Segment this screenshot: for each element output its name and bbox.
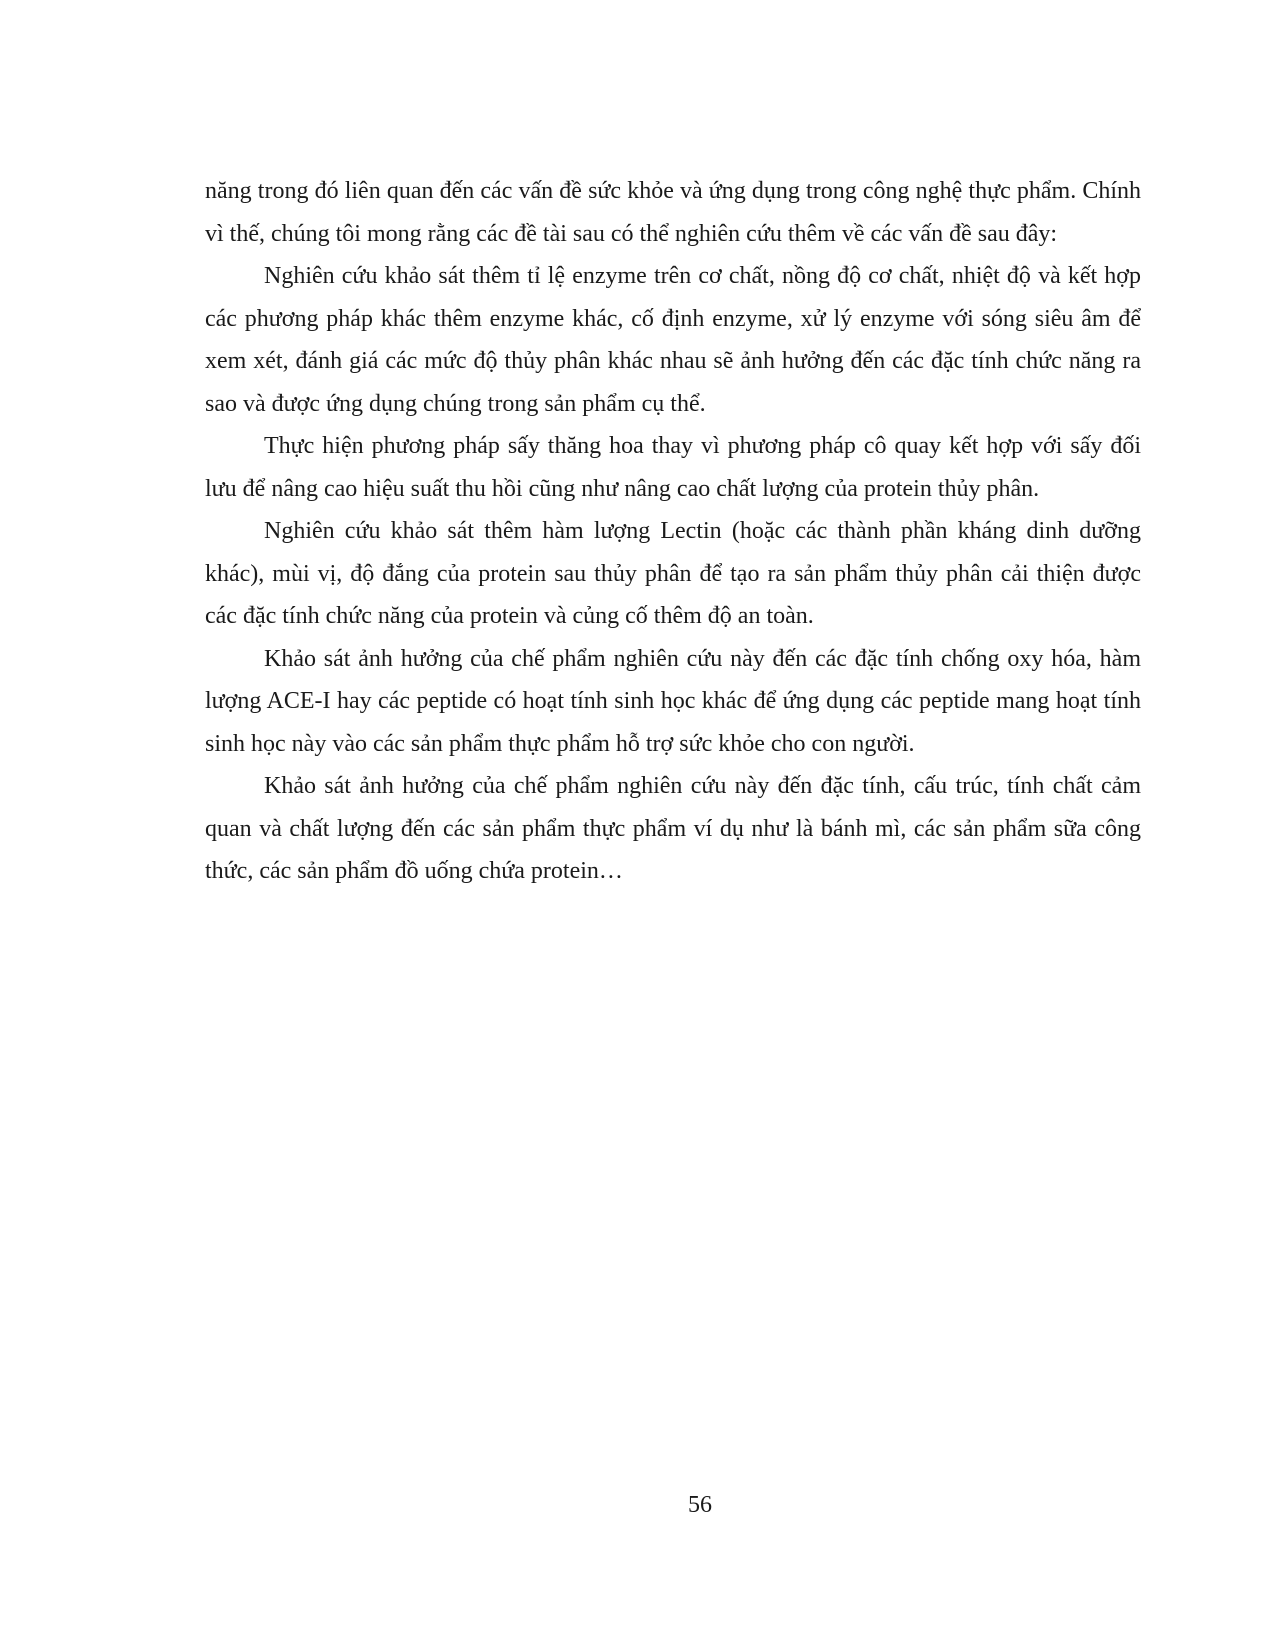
paragraph-antioxidant-study: Khảo sát ảnh hưởng của chế phẩm nghiên cứu này đến các đặc tính chống oxy hóa, hàm lượng ACE-I hay các peptide có hoạt tính sinh học khác để ứng dụng các peptide mang hoạt tính sinh học này vào các sản phẩm thực phẩm hỗ trợ sức khỏe cho con người. xyxy=(205,645,1141,757)
page-number: 56 xyxy=(688,1492,712,1518)
paragraph-food-application: Khảo sát ảnh hưởng của chế phẩm nghiên cứu này đến đặc tính, cấu trúc, tính chất cảm quan và chất lượng đến các sản phẩm thực phẩm ví dụ như là bánh mì, các sản phẩm sữa công thức, các sản phẩm đồ uống chứa protein… xyxy=(205,773,1141,884)
paragraph-enzyme-study: Nghiên cứu khảo sát thêm tỉ lệ enzyme trên cơ chất, nồng độ cơ chất, nhiệt độ và kết hợp các phương pháp khác thêm enzyme khác, cố định enzyme, xử lý enzyme với sóng siêu âm để xem xét, đánh giá các mức độ thủy phân khác nhau sẽ ảnh hưởng đến các đặc tính chức năng ra sao và được ứng dụng chúng trong sản phẩm cụ thể. xyxy=(205,263,1141,417)
body-text xyxy=(205,170,1141,893)
paragraph-lectin-study: Nghiên cứu khảo sát thêm hàm lượng Lectin (hoặc các thành phần kháng dinh dưỡng khác), mùi vị, độ đắng của protein sau thủy phân để tạo ra sản phẩm thủy phân cải thiện được các đặc tính chức năng của protein và củng cố thêm độ an toàn. xyxy=(205,518,1141,629)
paragraph-continuation: năng trong đó liên quan đến các vấn đề sức khỏe và ứng dụng trong công nghệ thực phẩm. Chính vì thế, chúng tôi mong rằng các đề tài sau có thể nghiên cứu thêm về các vấn đề sau đây: xyxy=(205,178,1141,247)
paragraph-freeze-drying: Thực hiện phương pháp sấy thăng hoa thay vì phương pháp cô quay kết hợp với sấy đối lưu để nâng cao hiệu suất thu hồi cũng như nâng cao chất lượng của protein thủy phân. xyxy=(205,433,1141,502)
